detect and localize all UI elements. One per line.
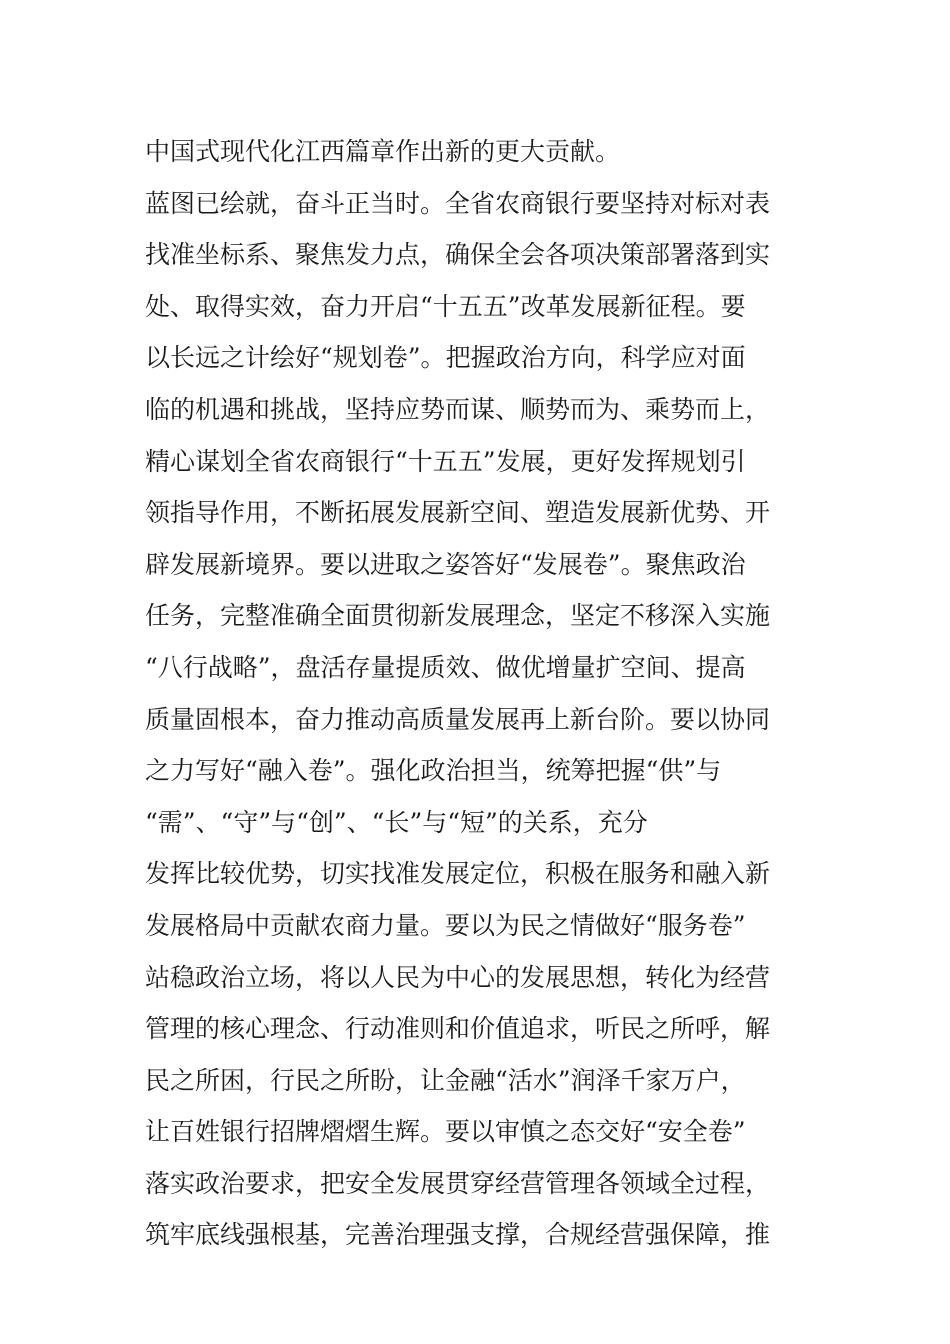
text-line: 民之所困，行民之所盼，让金融“活水”润泽千家万户，: [145, 1065, 746, 1095]
text-line: 之力写好“融入卷”。强化政治担当，统筹把握“供”与: [145, 756, 722, 786]
text-line: 以长远之计绘好“规划卷”。把握政治方向，科学应对面: [145, 343, 746, 373]
text-line: 蓝图已绘就，奋斗正当时。全省农商银行要坚持对标对表: [145, 188, 771, 218]
text-line: 落实政治要求，把安全发展贯穿经营管理各领域全过程，: [145, 1168, 771, 1198]
text-line: 辟发展新境界。要以进取之姿答好“发展卷”。聚焦政治: [145, 549, 746, 579]
text-line: 处、取得实效，奋力开启“十五五”改革发展新征程。要: [145, 291, 746, 321]
text-line: 领指导作用，不断拓展发展新空间、塑造发展新优势、开: [145, 498, 771, 528]
text-line: 任务，完整准确全面贯彻新发展理念，坚定不移深入实施: [145, 601, 771, 631]
text-line: 找准坐标系、聚焦发力点，确保全会各项决策部署落到实: [145, 240, 771, 270]
text-line: 临的机遇和挑战，坚持应势而谋、顺势而为、乘势而上，: [145, 394, 771, 424]
text-line: 质量固根本，奋力推动高质量发展再上新台阶。要以协同: [145, 704, 771, 734]
text-line: 精心谋划全省农商银行“十五五”发展，更好发挥规划引: [145, 446, 746, 476]
text-line: 中国式现代化江西篇章作出新的更大贡献。: [145, 137, 621, 166]
body-text: [145, 126, 810, 1261]
text-line: 让百姓银行招牌熠熠生辉。要以审慎之态交好“安全卷”: [145, 1117, 746, 1147]
text-line: 管理的核心理念、行动准则和价值追求，听民之所呼，解: [145, 1014, 771, 1044]
text-line: 发展格局中贡献农商力量。要以为民之情做好“服务卷”: [145, 910, 746, 940]
text-line: “八行战略”，盘活存量提质效、做优增量扩空间、提高: [145, 652, 746, 682]
text-line: 发挥比较优势，切实找准发展定位，积极在服务和融入新: [145, 859, 771, 889]
text-line: 站稳政治立场，将以人民为中心的发展思想，转化为经营: [145, 962, 771, 992]
text-line: “需”、“守”与“创”、“长”与“短”的关系，充分: [145, 807, 648, 837]
text-line: 筑牢底线强根基，完善治理强支撑，合规经营强保障，推: [145, 1220, 771, 1250]
